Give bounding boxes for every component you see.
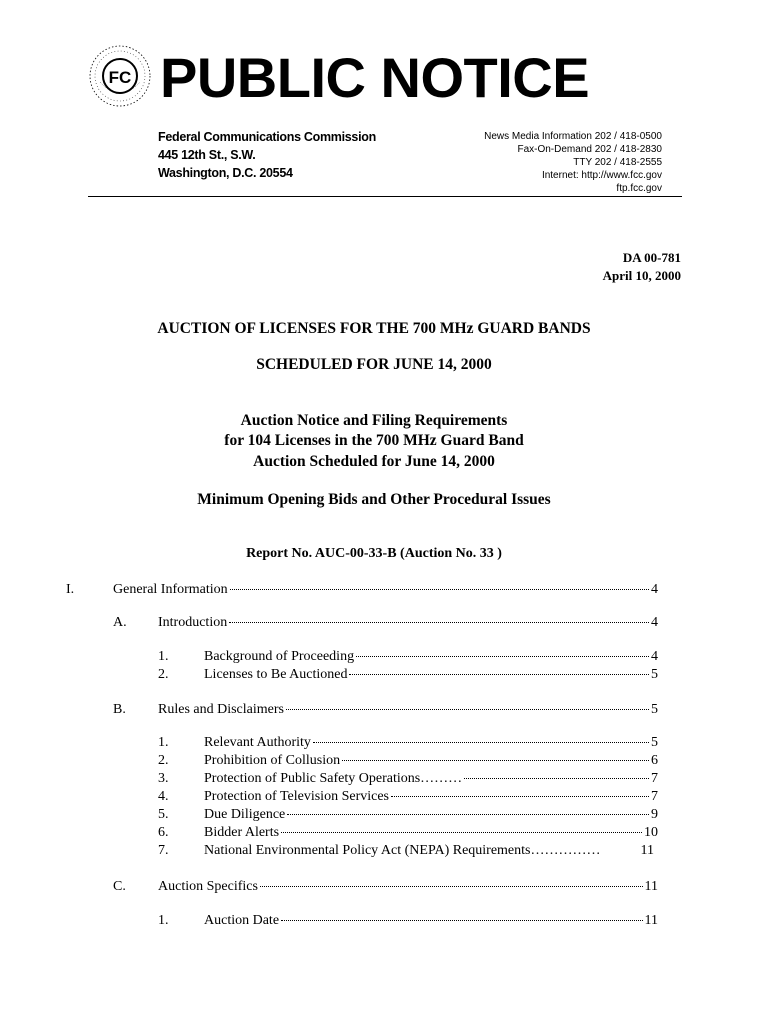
report-number: Report No. AUC-00-33-B (Auction No. 33 ) bbox=[246, 546, 502, 561]
toc-leader-dots bbox=[342, 760, 649, 761]
toc-entry-label: National Environmental Policy Act (NEPA) Requirements…………… bbox=[204, 843, 601, 858]
toc-item-number: 1. bbox=[158, 649, 169, 664]
agency-name: Federal Communications Commission bbox=[158, 130, 376, 144]
toc-entry-page: 11 bbox=[644, 879, 658, 894]
page-title: PUBLIC NOTICE bbox=[160, 46, 590, 109]
toc-entry-label: Licenses to Be Auctioned bbox=[204, 667, 348, 682]
contact-tty: TTY 202 / 418-2555 bbox=[573, 157, 662, 168]
toc-entry-due-diligence[interactable] bbox=[204, 807, 658, 825]
toc-entry-page: 5 bbox=[651, 735, 658, 750]
toc-item-number: 3. bbox=[158, 771, 169, 786]
toc-entry-page: 6 bbox=[651, 753, 658, 768]
toc-entry-bidder-alerts[interactable] bbox=[204, 825, 658, 843]
toc-entry-page: 7 bbox=[651, 771, 658, 786]
toc-entry-general-information[interactable] bbox=[113, 582, 658, 600]
contact-fax-on-demand: Fax-On-Demand 202 / 418-2830 bbox=[517, 144, 662, 155]
toc-item-number: 6. bbox=[158, 825, 169, 840]
subheading-line-1: Auction Notice and Filing Requirements bbox=[240, 412, 508, 429]
toc-entry-auction-specifics[interactable] bbox=[158, 879, 658, 897]
toc-subsection-number: B. bbox=[113, 702, 126, 717]
toc-entry-page: 10 bbox=[644, 825, 658, 840]
toc-entry-page: 7 bbox=[651, 789, 658, 804]
toc-leader-dots bbox=[230, 589, 649, 590]
toc-item-number: 7. bbox=[158, 843, 169, 858]
toc-entry-public-safety[interactable] bbox=[204, 771, 658, 789]
toc-entry-label: Rules and Disclaimers bbox=[158, 702, 284, 717]
toc-entry-page: 5 bbox=[651, 702, 658, 717]
toc-leader-dots bbox=[349, 674, 649, 675]
toc-entry-background[interactable] bbox=[204, 649, 658, 667]
toc-subsection-number: A. bbox=[113, 615, 127, 630]
toc-item-number: 2. bbox=[158, 753, 169, 768]
contact-news-media: News Media Information 202 / 418-0500 bbox=[484, 131, 662, 142]
toc-leader-dots bbox=[464, 778, 649, 779]
toc-item-number: 1. bbox=[158, 913, 169, 928]
toc-entry-page: 11 bbox=[640, 843, 654, 858]
toc-entry-label: Relevant Authority bbox=[204, 735, 311, 750]
toc-leader-dots bbox=[281, 920, 642, 921]
toc-item-number: 2. bbox=[158, 667, 169, 682]
toc-leader-dots bbox=[313, 742, 649, 743]
toc-entry-rules-disclaimers[interactable] bbox=[158, 702, 658, 720]
heading-auction-title: AUCTION OF LICENSES FOR THE 700 MHz GUARD BANDS bbox=[157, 320, 591, 337]
toc-item-number: 1. bbox=[158, 735, 169, 750]
document-date: April 10, 2000 bbox=[602, 268, 681, 283]
fcc-seal-logo bbox=[88, 44, 152, 108]
agency-address-street: 445 12th St., S.W. bbox=[158, 148, 256, 162]
toc-entry-page: 4 bbox=[651, 615, 658, 630]
contact-ftp: ftp.fcc.gov bbox=[616, 183, 662, 194]
toc-entry-prohibition-collusion[interactable] bbox=[204, 753, 658, 771]
toc-entry-page: 4 bbox=[651, 649, 658, 664]
toc-entry-label: Introduction bbox=[158, 615, 228, 630]
svg-text:FC: FC bbox=[108, 68, 132, 87]
toc-entry-nepa[interactable] bbox=[204, 843, 654, 861]
subheading-procedural: Minimum Opening Bids and Other Procedural Issues bbox=[197, 491, 551, 508]
toc-item-number: 4. bbox=[158, 789, 169, 804]
da-number: DA 00-781 bbox=[622, 250, 681, 265]
header-divider bbox=[88, 196, 682, 197]
toc-entry-label: Protection of Public Safety Operations……… bbox=[204, 771, 463, 786]
toc-entry-page: 5 bbox=[651, 667, 658, 682]
toc-entry-label: Due Diligence bbox=[204, 807, 286, 822]
contact-internet: Internet: http://www.fcc.gov bbox=[541, 170, 662, 181]
toc-entry-auction-date[interactable] bbox=[204, 913, 658, 931]
toc-leader-dots bbox=[287, 814, 649, 815]
toc-leader-dots bbox=[260, 886, 643, 887]
toc-entry-label: Background of Proceeding bbox=[204, 649, 355, 664]
heading-scheduled: SCHEDULED FOR JUNE 14, 2000 bbox=[256, 356, 492, 373]
toc-entry-page: 4 bbox=[651, 582, 658, 597]
toc-entry-label: Auction Date bbox=[204, 913, 280, 928]
toc-leader-dots bbox=[229, 622, 649, 623]
toc-leader-dots bbox=[356, 656, 649, 657]
toc-section-number: I. bbox=[66, 582, 75, 597]
toc-entry-television-services[interactable] bbox=[204, 789, 658, 807]
toc-subsection-number: C. bbox=[113, 879, 126, 894]
toc-entry-label: Auction Specifics bbox=[158, 879, 258, 894]
agency-address-city: Washington, D.C. 20554 bbox=[158, 166, 293, 180]
toc-entry-label: Bidder Alerts bbox=[204, 825, 280, 840]
toc-entry-licenses[interactable] bbox=[204, 667, 658, 685]
subheading-line-2: for 104 Licenses in the 700 MHz Guard Band bbox=[224, 432, 524, 449]
toc-entry-page: 9 bbox=[651, 807, 658, 822]
toc-entry-page: 11 bbox=[644, 913, 658, 928]
toc-leader-dots bbox=[391, 796, 649, 797]
toc-entry-label: Protection of Television Services bbox=[204, 789, 390, 804]
toc-entry-introduction[interactable] bbox=[158, 615, 658, 633]
subheading-line-3: Auction Scheduled for June 14, 2000 bbox=[253, 453, 495, 470]
toc-entry-label: Prohibition of Collusion bbox=[204, 753, 341, 768]
toc-item-number: 5. bbox=[158, 807, 169, 822]
toc-entry-label: General Information bbox=[113, 582, 228, 597]
toc-entry-relevant-authority[interactable] bbox=[204, 735, 658, 753]
toc-leader-dots bbox=[286, 709, 649, 710]
toc-leader-dots bbox=[281, 832, 642, 833]
